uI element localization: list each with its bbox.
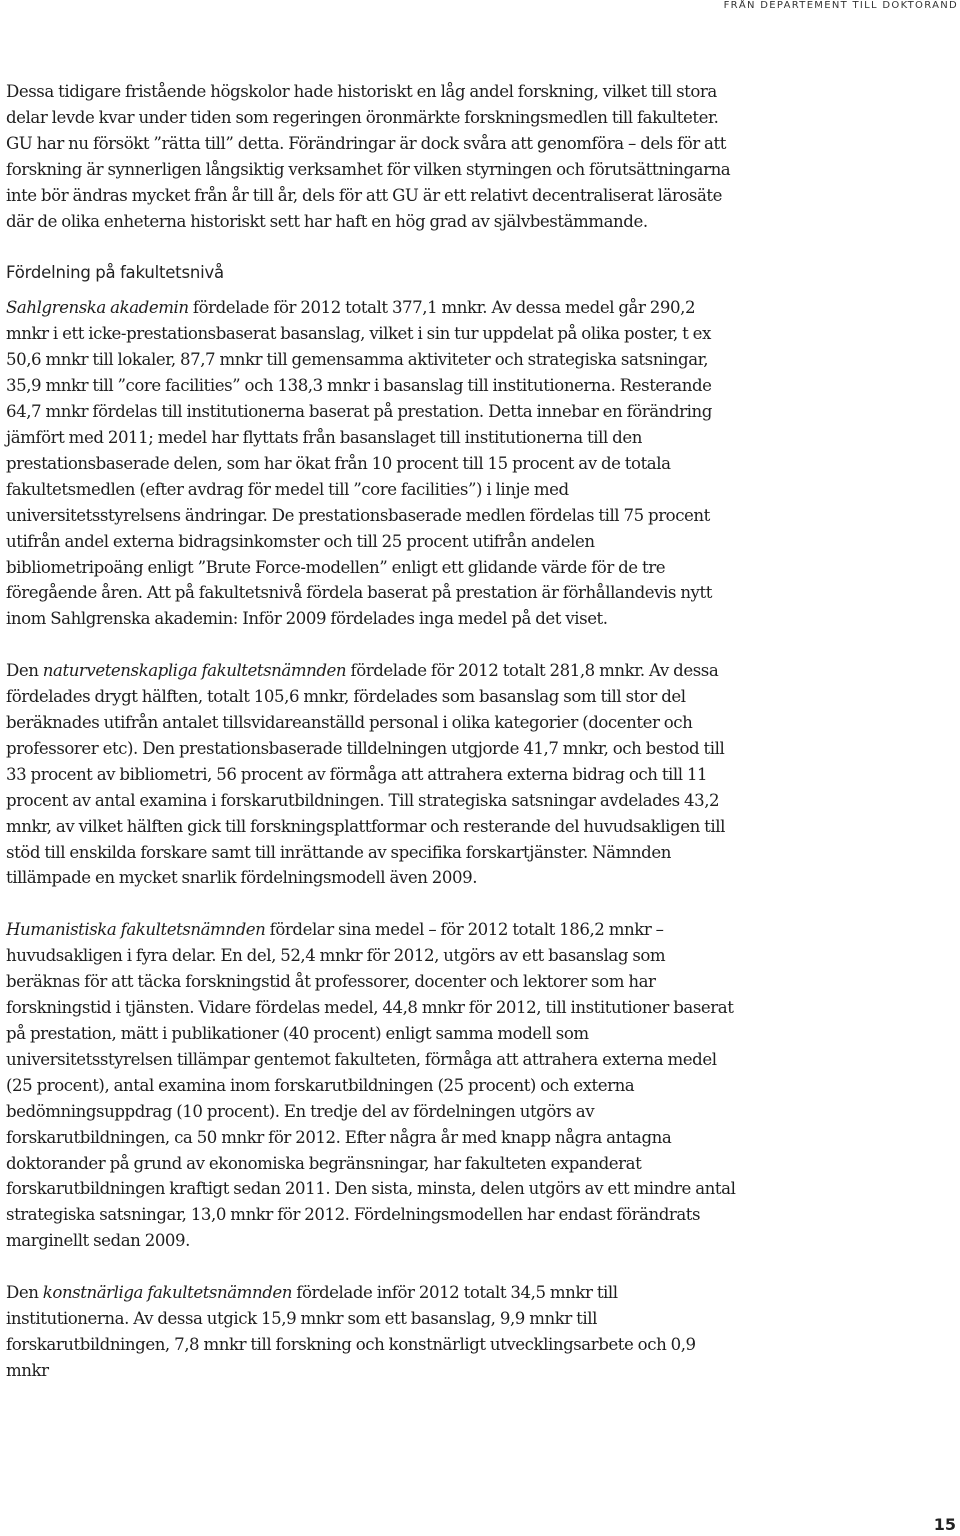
paragraph-konstnarlig-pre: Den [6, 1283, 43, 1303]
term-konstnarlig: konstnärliga fakultetsnämnden [42, 1283, 292, 1303]
term-sahlgrenska: Sahlgrenska akademin [6, 298, 189, 318]
term-humaniora: Humanistiska fakultetsnämnden [6, 920, 266, 940]
paragraph-naturvetenskap-pre: Den [6, 661, 43, 681]
article-body [6, 79, 736, 1384]
section-heading: Fördelning på fakultetsnivå [6, 263, 224, 283]
paragraph-sahlgrenska-text: fördelade för 2012 totalt 377,1 mnkr. Av dessa medel går 290,2 mnkr i ett icke-prestationsbaserat basanslag, vilket i sin tur uppdelat på olika poster, t ex 50,6 mnkr till lokaler, 87,7 mnkr till gemensamma aktiviteter och strategiska satsningar, 35,9 mnkr till ”core facilities” och 138,3 mnkr i basanslag till institutionerna. Resterande 64,7 mnkr fördelas till institutionerna baserat på prestation. Detta innebar en förändring jämfört med 2011; medel har flyttats från basanslaget till institutionerna till den prestationsbaserade delen, som har ökat från 10 procent till 15 procent av de totala fakultetsmedlen (efter avdrag för medel till ”core facilities”) i linje med universitetsstyrelsens ändringar. De prestationsbaserade medlen fördelas till 75 procent utifrån andel externa bidragsinkomster och till 25 procent utifrån andelen bibliometripoäng enligt ”Brute Force-modellen” enligt ett glidande värde för de tre föregående åren. Att på fakultetsnivå fördela baserat på prestation är förhållandevis nytt inom Sahlgrenska akademin: Inför 2009 fördelades inga medel på det viset. [6, 298, 712, 629]
paragraph-konstnarlig [6, 1280, 736, 1384]
page-number: 15 [933, 1515, 956, 1534]
term-naturvetenskap: naturvetenskapliga fakultetsnämnden [42, 661, 347, 681]
paragraph-humaniora-text: fördelar sina medel – för 2012 totalt 186,2 mnkr – huvudsakligen i fyra delar. En del, 52,4 mnkr för 2012, utgörs av ett basanslag som beräknas för att täcka forskningstid åt professorer, docenter och lektorer som har forskningstid i tjänsten. Vidare fördelas medel, 44,8 mnkr för 2012, till institutioner baserat på prestation, mätt i publikationer (40 procent) enligt samma modell som universitetsstyrelsen tillämpar gentemot fakulteten, förmåga att attrahera externa medel (25 procent), antal examina inom forskarutbildningen (25 procent) och externa bedömningsuppdrag (10 procent). En tredje del av fördelningen utgörs av forskarutbildningen, ca 50 mnkr för 2012. Efter några år med knapp några antagna doktorander på grund av ekonomiska begränsningar, har fakulteten expanderat forskarutbildningen kraftigt sedan 2011. Den sista, minsta, delen utgörs av ett mindre antal strategiska satsningar, 13,0 mnkr för 2012. Fördelningsmodellen har endast förändrats marginellt sedan 2009. [6, 920, 736, 1251]
paragraph-konstnarlig-text: fördelade inför 2012 totalt 34,5 mnkr till institutionerna. Av dessa utgick 15,9 mnkr som ett basanslag, 9,9 mnkr till forskarutbildningen, 7,8 mnkr till forskning och konstnärligt utvecklingsarbete och 0,9 mnkr [6, 1283, 696, 1380]
paragraph-naturvetenskap-text: fördelade för 2012 totalt 281,8 mnkr. Av dessa fördelades drygt hälften, totalt 105,6 mnkr, fördelades som basanslag som till stor del beräknades utifrån antalet tillsvidareanställd personal i olika kategorier (docenter och professorer etc). Den prestationsbaserade tilldelningen utgjorde 41,7 mnkr, och bestod till 33 procent av bibliometri, 56 procent av förmåga att attrahera externa bidrag och till 11 procent av antal examina i forskarutbildningen. Till strategiska satsningar avdelades 43,2 mnkr, av vilket hälften gick till forskningsplattformar och resterande del huvudsakligen till stöd till enskilda forskare samt till inrättande av specifika forskartjänster. Nämnden tillämpade en mycket snarlik fördelningsmodell även 2009. [6, 661, 725, 888]
paragraph-humaniora [6, 917, 736, 1254]
paragraph-intro: Dessa tidigare fristående högskolor hade historiskt en låg andel forskning, vilket till stora delar levde kvar under tiden som regeringen öronmärkte forskningsmedlen till fakulteter. GU har nu försökt ”rätta till” detta. Förändringar är dock svåra att genomföra – dels för att forskning är synnerligen långsiktig verksamhet för vilken styrningen och förutsättningarna inte bör ändras mycket från år till år, dels för att GU är ett relativt decentraliserat lärosäte där de olika enheterna historiskt sett har haft en hög grad av självbestämmande. [6, 82, 731, 231]
running-header: FRÅN DEPARTEMENT TILL DOKTORAND [723, 0, 958, 11]
paragraph-sahlgrenska [6, 295, 736, 632]
paragraph-naturvetenskap [6, 658, 736, 891]
